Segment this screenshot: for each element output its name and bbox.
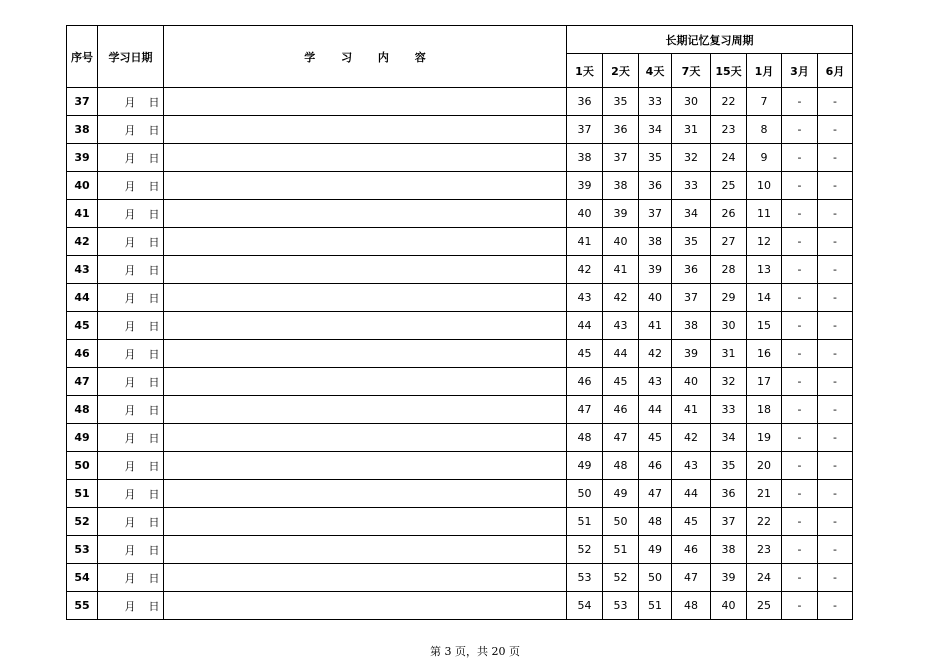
review-cell: - — [782, 368, 818, 396]
row-date-field[interactable] — [98, 144, 164, 172]
table-row — [67, 564, 853, 592]
table-row — [67, 88, 853, 116]
review-cell: - — [818, 144, 853, 172]
date-day-label: 日 — [148, 207, 160, 221]
header-period: 4天 — [639, 54, 672, 88]
review-cell: 35 — [711, 452, 747, 480]
review-cell: - — [818, 592, 853, 620]
review-cell: 19 — [747, 424, 782, 452]
review-cell: - — [818, 284, 853, 312]
review-cell: - — [782, 340, 818, 368]
review-cell: 49 — [639, 536, 672, 564]
date-day-label: 日 — [148, 431, 160, 445]
review-cell: 32 — [711, 368, 747, 396]
review-cell: 11 — [747, 200, 782, 228]
review-cell: - — [818, 452, 853, 480]
review-cell: 44 — [567, 312, 603, 340]
review-cell: 31 — [711, 340, 747, 368]
review-schedule-table — [66, 25, 853, 620]
review-cell: 41 — [672, 396, 711, 424]
date-month-label: 月 — [124, 179, 136, 193]
review-cell: - — [782, 144, 818, 172]
row-content-field[interactable] — [164, 200, 567, 228]
row-date-field[interactable] — [98, 116, 164, 144]
row-content-field[interactable] — [164, 368, 567, 396]
review-cell: 38 — [639, 228, 672, 256]
review-cell: - — [818, 200, 853, 228]
row-date-field[interactable] — [98, 200, 164, 228]
row-content-field[interactable] — [164, 452, 567, 480]
review-cell: 43 — [603, 312, 639, 340]
table-row — [67, 480, 853, 508]
review-cell: 45 — [639, 424, 672, 452]
table-row — [67, 536, 853, 564]
date-day-label: 日 — [148, 571, 160, 585]
date-day-label: 日 — [148, 487, 160, 501]
row-date-field[interactable] — [98, 340, 164, 368]
review-cell: 12 — [747, 228, 782, 256]
header-period: 2天 — [603, 54, 639, 88]
review-cell: - — [782, 200, 818, 228]
row-date-field[interactable] — [98, 592, 164, 620]
review-cell: 24 — [711, 144, 747, 172]
table-row — [67, 396, 853, 424]
date-day-label: 日 — [148, 515, 160, 529]
review-cell: 37 — [672, 284, 711, 312]
review-cell: 15 — [747, 312, 782, 340]
review-cell: 33 — [711, 396, 747, 424]
review-cell: 42 — [639, 340, 672, 368]
row-content-field[interactable] — [164, 116, 567, 144]
review-cell: 22 — [711, 88, 747, 116]
date-month-label: 月 — [124, 347, 136, 361]
row-seq: 43 — [67, 256, 98, 284]
row-date-field[interactable] — [98, 256, 164, 284]
review-cell: - — [782, 172, 818, 200]
date-month-label: 月 — [124, 543, 136, 557]
review-cell: 39 — [672, 340, 711, 368]
review-cell: 38 — [603, 172, 639, 200]
review-cell: 37 — [711, 508, 747, 536]
review-cell: 29 — [711, 284, 747, 312]
review-cell: 48 — [567, 424, 603, 452]
table-row — [67, 228, 853, 256]
date-month-label: 月 — [124, 207, 136, 221]
row-seq: 42 — [67, 228, 98, 256]
date-month-label: 月 — [124, 123, 136, 137]
review-cell: 46 — [567, 368, 603, 396]
review-cell: 35 — [639, 144, 672, 172]
review-cell: - — [782, 592, 818, 620]
date-day-label: 日 — [148, 151, 160, 165]
row-content-field[interactable] — [164, 564, 567, 592]
review-cell: 38 — [567, 144, 603, 172]
row-content-field[interactable] — [164, 172, 567, 200]
date-day-label: 日 — [148, 375, 160, 389]
table-row — [67, 284, 853, 312]
date-month-label: 月 — [124, 431, 136, 445]
review-cell: 25 — [711, 172, 747, 200]
row-content-field[interactable] — [164, 312, 567, 340]
table-row — [67, 256, 853, 284]
review-cell: 39 — [639, 256, 672, 284]
review-cell: 34 — [672, 200, 711, 228]
row-seq: 37 — [67, 88, 98, 116]
review-cell: - — [782, 116, 818, 144]
row-content-field[interactable] — [164, 536, 567, 564]
review-cell: 52 — [603, 564, 639, 592]
review-cell: 43 — [639, 368, 672, 396]
review-cell: 23 — [711, 116, 747, 144]
row-date-field[interactable] — [98, 312, 164, 340]
row-date-field[interactable] — [98, 508, 164, 536]
review-cell: 52 — [567, 536, 603, 564]
review-cell: - — [782, 312, 818, 340]
row-content-field[interactable] — [164, 256, 567, 284]
review-cell: 40 — [639, 284, 672, 312]
review-cell: 41 — [639, 312, 672, 340]
review-cell: 31 — [672, 116, 711, 144]
review-cell: 9 — [747, 144, 782, 172]
row-seq: 40 — [67, 172, 98, 200]
row-seq: 52 — [67, 508, 98, 536]
row-date-field[interactable] — [98, 284, 164, 312]
row-seq: 53 — [67, 536, 98, 564]
review-cell: 45 — [567, 340, 603, 368]
date-month-label: 月 — [124, 487, 136, 501]
review-cell: 14 — [747, 284, 782, 312]
row-seq: 51 — [67, 480, 98, 508]
review-cell: - — [782, 480, 818, 508]
table-row — [67, 172, 853, 200]
review-cell: 37 — [567, 116, 603, 144]
review-cell: 16 — [747, 340, 782, 368]
date-day-label: 日 — [148, 179, 160, 193]
review-cell: 48 — [603, 452, 639, 480]
review-cell: - — [818, 480, 853, 508]
row-seq: 50 — [67, 452, 98, 480]
review-cell: 53 — [567, 564, 603, 592]
table-row — [67, 200, 853, 228]
review-cell: - — [818, 256, 853, 284]
row-seq: 44 — [67, 284, 98, 312]
review-cell: 41 — [567, 228, 603, 256]
review-cell: 24 — [747, 564, 782, 592]
review-cell: 40 — [603, 228, 639, 256]
row-content-field[interactable] — [164, 144, 567, 172]
table-row — [67, 452, 853, 480]
review-cell: 27 — [711, 228, 747, 256]
review-cell: 34 — [639, 116, 672, 144]
row-content-field[interactable] — [164, 396, 567, 424]
header-period: 15天 — [711, 54, 747, 88]
review-cell: 36 — [603, 116, 639, 144]
review-cell: 35 — [603, 88, 639, 116]
review-cell: - — [818, 312, 853, 340]
review-cell: - — [818, 116, 853, 144]
header-period: 7天 — [672, 54, 711, 88]
row-date-field[interactable] — [98, 424, 164, 452]
row-seq: 41 — [67, 200, 98, 228]
review-cell: 36 — [672, 256, 711, 284]
date-month-label: 月 — [124, 235, 136, 249]
review-cell: 51 — [603, 536, 639, 564]
review-cell: 44 — [639, 396, 672, 424]
review-cell: - — [782, 508, 818, 536]
review-cell: 38 — [672, 312, 711, 340]
review-cell: 40 — [672, 368, 711, 396]
review-cell: 30 — [672, 88, 711, 116]
review-cell: 39 — [603, 200, 639, 228]
review-cell: - — [818, 340, 853, 368]
row-seq: 39 — [67, 144, 98, 172]
review-cell: 51 — [639, 592, 672, 620]
date-day-label: 日 — [148, 291, 160, 305]
row-content-field[interactable] — [164, 592, 567, 620]
row-seq: 54 — [67, 564, 98, 592]
review-cell: - — [818, 228, 853, 256]
table-body — [67, 88, 853, 620]
review-cell: 25 — [747, 592, 782, 620]
review-cell: 28 — [711, 256, 747, 284]
review-cell: - — [782, 536, 818, 564]
review-cell: 43 — [672, 452, 711, 480]
review-cell: - — [818, 508, 853, 536]
review-cell: 42 — [672, 424, 711, 452]
review-cell: 37 — [639, 200, 672, 228]
date-month-label: 月 — [124, 375, 136, 389]
review-cell: 33 — [639, 88, 672, 116]
review-cell: 47 — [672, 564, 711, 592]
table-row — [67, 312, 853, 340]
review-cell: 46 — [603, 396, 639, 424]
header-content-label: 学 习 内 容 — [304, 50, 426, 64]
row-seq: 55 — [67, 592, 98, 620]
date-day-label: 日 — [148, 95, 160, 109]
review-cell: 47 — [603, 424, 639, 452]
row-content-field[interactable] — [164, 424, 567, 452]
review-cell: 10 — [747, 172, 782, 200]
review-cell: 45 — [603, 368, 639, 396]
review-cell: - — [818, 536, 853, 564]
review-cell: - — [782, 424, 818, 452]
review-cell: 45 — [672, 508, 711, 536]
review-cell: 37 — [603, 144, 639, 172]
review-cell: 47 — [567, 396, 603, 424]
review-cell: 53 — [603, 592, 639, 620]
review-cell: 50 — [567, 480, 603, 508]
header-period: 6月 — [818, 54, 853, 88]
date-month-label: 月 — [124, 571, 136, 585]
review-cell: 8 — [747, 116, 782, 144]
row-date-field[interactable] — [98, 172, 164, 200]
row-date-field[interactable] — [98, 396, 164, 424]
date-month-label: 月 — [124, 291, 136, 305]
review-cell: 48 — [672, 592, 711, 620]
review-cell: 22 — [747, 508, 782, 536]
row-content-field[interactable] — [164, 228, 567, 256]
review-cell: 54 — [567, 592, 603, 620]
review-cell: 36 — [639, 172, 672, 200]
review-cell: - — [782, 564, 818, 592]
review-cell: - — [782, 256, 818, 284]
review-cell: 7 — [747, 88, 782, 116]
row-seq: 47 — [67, 368, 98, 396]
row-content-field[interactable] — [164, 88, 567, 116]
date-day-label: 日 — [148, 599, 160, 613]
review-cell: 43 — [567, 284, 603, 312]
review-cell: 48 — [639, 508, 672, 536]
review-cell: - — [782, 396, 818, 424]
review-cell: 49 — [603, 480, 639, 508]
review-cell: 13 — [747, 256, 782, 284]
review-cell: 51 — [567, 508, 603, 536]
row-date-field[interactable] — [98, 536, 164, 564]
header-period: 1天 — [567, 54, 603, 88]
date-day-label: 日 — [148, 319, 160, 333]
date-day-label: 日 — [148, 459, 160, 473]
row-date-field[interactable] — [98, 452, 164, 480]
date-day-label: 日 — [148, 123, 160, 137]
review-cell: - — [818, 396, 853, 424]
header-period: 1月 — [747, 54, 782, 88]
review-cell: - — [818, 88, 853, 116]
row-seq: 45 — [67, 312, 98, 340]
review-cell: - — [782, 88, 818, 116]
review-cell: 44 — [603, 340, 639, 368]
row-date-field[interactable] — [98, 564, 164, 592]
review-cell: 42 — [603, 284, 639, 312]
row-date-field[interactable] — [98, 368, 164, 396]
review-cell: 47 — [639, 480, 672, 508]
review-cell: 36 — [711, 480, 747, 508]
review-cell: 17 — [747, 368, 782, 396]
review-cell: 49 — [567, 452, 603, 480]
review-cell: 21 — [747, 480, 782, 508]
date-month-label: 月 — [124, 95, 136, 109]
table-row — [67, 340, 853, 368]
date-month-label: 月 — [124, 515, 136, 529]
review-cell: 39 — [711, 564, 747, 592]
header-period: 3月 — [782, 54, 818, 88]
review-cell: - — [818, 368, 853, 396]
header-content — [164, 26, 567, 88]
table-row — [67, 144, 853, 172]
date-day-label: 日 — [148, 263, 160, 277]
page-footer: 第 3 页，共 20 页 — [430, 645, 520, 658]
review-cell: 46 — [672, 536, 711, 564]
header-date: 学习日期 — [98, 26, 164, 88]
review-cell: - — [818, 424, 853, 452]
review-cell: 32 — [672, 144, 711, 172]
row-seq: 48 — [67, 396, 98, 424]
review-cell: - — [782, 228, 818, 256]
review-cell: - — [782, 284, 818, 312]
row-seq: 49 — [67, 424, 98, 452]
table-row — [67, 424, 853, 452]
date-month-label: 月 — [124, 319, 136, 333]
date-month-label: 月 — [124, 599, 136, 613]
row-content-field[interactable] — [164, 480, 567, 508]
date-month-label: 月 — [124, 403, 136, 417]
row-seq: 38 — [67, 116, 98, 144]
date-month-label: 月 — [124, 151, 136, 165]
row-content-field[interactable] — [164, 340, 567, 368]
date-day-label: 日 — [148, 347, 160, 361]
review-cell: 39 — [567, 172, 603, 200]
row-content-field[interactable] — [164, 508, 567, 536]
review-cell: 40 — [711, 592, 747, 620]
header-seq: 序号 — [67, 26, 98, 88]
review-cell: 23 — [747, 536, 782, 564]
review-cell: 18 — [747, 396, 782, 424]
date-day-label: 日 — [148, 543, 160, 557]
review-cell: 35 — [672, 228, 711, 256]
review-cell: 42 — [567, 256, 603, 284]
row-content-field[interactable] — [164, 284, 567, 312]
review-cell: 33 — [672, 172, 711, 200]
date-month-label: 月 — [124, 459, 136, 473]
date-day-label: 日 — [148, 235, 160, 249]
review-cell: - — [818, 172, 853, 200]
review-cell: 50 — [639, 564, 672, 592]
review-cell: 38 — [711, 536, 747, 564]
date-day-label: 日 — [148, 403, 160, 417]
row-date-field[interactable] — [98, 228, 164, 256]
date-month-label: 月 — [124, 263, 136, 277]
header-cycle-title: 长期记忆复习周期 — [567, 26, 853, 54]
row-date-field[interactable] — [98, 88, 164, 116]
row-seq: 46 — [67, 340, 98, 368]
table-row — [67, 116, 853, 144]
review-cell: 20 — [747, 452, 782, 480]
table-row — [67, 592, 853, 620]
review-cell: 44 — [672, 480, 711, 508]
review-cell: 30 — [711, 312, 747, 340]
review-cell: 40 — [567, 200, 603, 228]
table-row — [67, 368, 853, 396]
review-cell: 41 — [603, 256, 639, 284]
row-date-field[interactable] — [98, 480, 164, 508]
review-cell: - — [818, 564, 853, 592]
table-row — [67, 508, 853, 536]
review-cell: 26 — [711, 200, 747, 228]
review-cell: - — [782, 452, 818, 480]
review-cell: 50 — [603, 508, 639, 536]
review-cell: 46 — [639, 452, 672, 480]
review-cell: 36 — [567, 88, 603, 116]
review-cell: 34 — [711, 424, 747, 452]
